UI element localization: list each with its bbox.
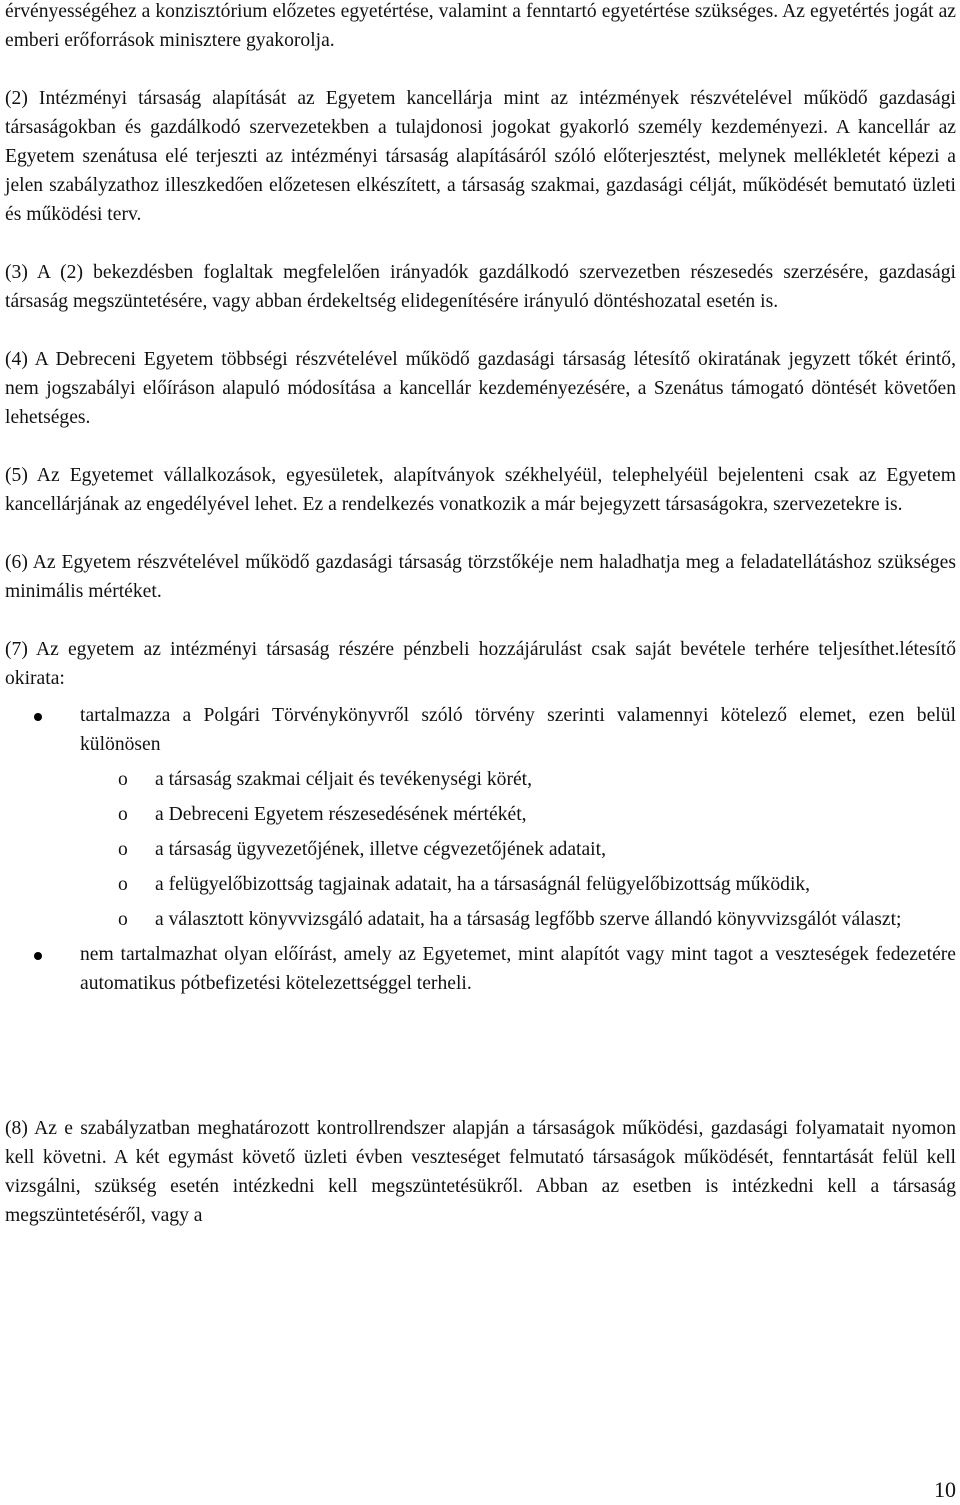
bullet-text: nem tartalmazhat olyan előírást, amely az Egyetemet, mint alapítót vagy mint tagot a veszteségek fedezetére automatikus pótbefizetési kötelezettséggel terheli. <box>80 944 956 994</box>
paragraph-2: (2) Intézményi társaság alapítását az Egyetem kancellárja mint az intézmények részvételével működő gazdasági társaságokban és gazdálkodó szervezetekben a tulajdonosi jogokat gyakorló személy kezdeményezi. A kancellár az Egyetem szenátusa elé terjeszti az intézményi társaság alapításáról szóló előterjesztést, melynek mellékletét képezi a jelen szabályzathoz illeszkedően előzetesen elkészített, a társaság szakmai, gazdasági célját, működését bemutató üzleti és működési terv. <box>5 88 956 225</box>
paragraph-5: (5) Az Egyetemet vállalkozások, egyesületek, alapítványok székhelyéül, telephelyéül bejelenteni csak az Egyetem kancellárjának az engedélyével lehet. Ez a rendelkezés vonatkozik a már bejegyzett társaságokra, szervezetekre is. <box>5 465 956 515</box>
circle-bullet-icon: o <box>118 839 128 860</box>
circle-bullet-icon: o <box>118 804 128 825</box>
circle-bullet-icon: o <box>118 769 128 790</box>
paragraph-intro: érvényességéhez a konzisztórium előzetes egyetértése, valamint a fenntartó egyetértése szükséges. Az egyetértés jogát az emberi erőforrások minisztere gyakorolja. <box>5 1 956 51</box>
sub-item-text: a társaság szakmai céljait és tevékenységi körét, <box>155 769 533 790</box>
sub-item-text: a felügyelőbizottság tagjainak adatait, ha a társaságnál felügyelőbizottság működik, <box>155 874 811 895</box>
paragraph-4: (4) A Debreceni Egyetem többségi részvételével működő gazdasági társaság létesítő okiratának jegyzett tőkét érintő, nem jogszabályi előíráson alapuló módosítása a kancellár kezdeményezésére, a Szenátus támogató döntését követően lehetséges. <box>5 349 956 428</box>
circle-bullet-icon: o <box>118 909 128 930</box>
list-item <box>5 870 956 899</box>
bullet-icon <box>34 952 42 960</box>
list-item <box>5 800 956 829</box>
sub-list <box>80 765 956 934</box>
paragraph-7: (7) Az egyetem az intézményi társaság részére pénzbeli hozzájárulást csak saját bevétele terhére teljesíthet.létesítő okirata: <box>5 639 956 689</box>
bullet-list <box>5 701 956 998</box>
list-item <box>5 940 956 998</box>
page-content <box>5 0 956 1230</box>
sub-item-text: a Debreceni Egyetem részesedésének mértékét, <box>155 804 527 825</box>
bullet-text: tartalmazza a Polgári Törvénykönyvről szóló törvény szerinti valamennyi kötelező elemet, ezen belül különösen <box>80 705 956 755</box>
list-item <box>5 765 956 794</box>
list-item <box>5 701 956 934</box>
paragraph-6: (6) Az Egyetem részvételével működő gazdasági társaság törzstőkéje nem haladhatja meg a feladatellátáshoz szükséges minimális mértéket. <box>5 552 956 602</box>
list-item <box>5 905 956 934</box>
sub-item-text: a választott könyvvizsgáló adatait, ha a társaság legfőbb szerve állandó könyvvizsgálót választ; <box>155 909 902 930</box>
paragraph-8: (8) Az e szabályzatban meghatározott kontrollrendszer alapján a társaságok működési, gazdasági folyamatait nyomon kell követni. A két egymást követő üzleti évben veszteséget felmutató társaságok működését, fenntartását felül kell vizsgálni, szükség esetén intézkedni kell megszüntetésükről. Abban az esetben is intézkedni kell a társaság megszüntetéséről, vagy a <box>5 1118 956 1226</box>
page-number: 10 <box>934 1477 956 1502</box>
sub-item-text: a társaság ügyvezetőjének, illetve cégvezetőjének adatait, <box>155 839 606 860</box>
list-item <box>5 835 956 864</box>
paragraph-3: (3) A (2) bekezdésben foglaltak megfelelően irányadók gazdálkodó szervezetben részesedés szerzésére, gazdasági társaság megszüntetésére, vagy abban érdekeltség elidegenítésére irányuló döntéshozatal esetén is. <box>5 262 956 312</box>
bullet-icon <box>34 713 42 721</box>
circle-bullet-icon: o <box>118 874 128 895</box>
